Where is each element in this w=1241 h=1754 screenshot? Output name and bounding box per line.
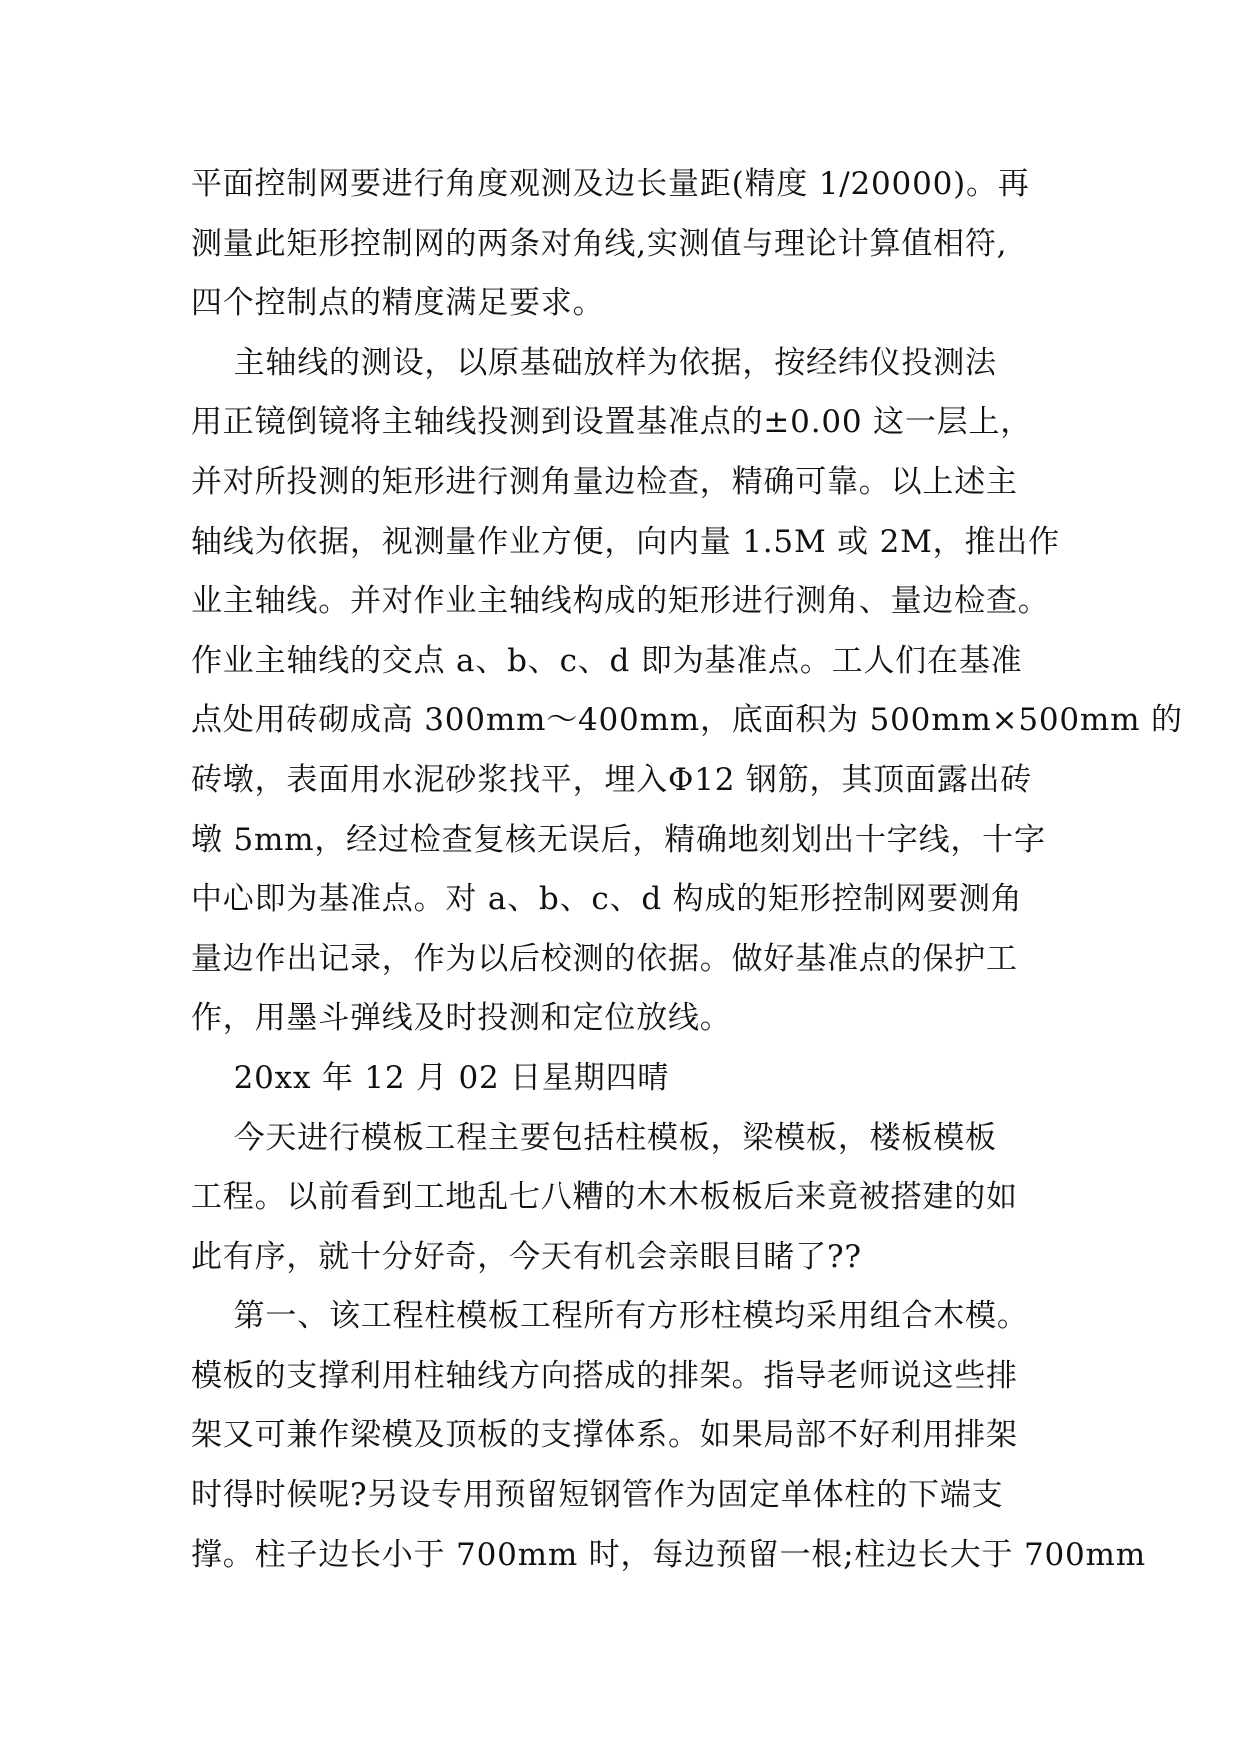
text-line: 平面控制网要进行角度观测及边长量距(精度 1/20000)。再 (191, 166, 1030, 202)
text-line: 作业主轴线的交点 a、b、c、d 即为基准点。工人们在基准 (191, 642, 1023, 679)
text-line: 20xx 年 12 月 02 日星期四晴 (191, 1059, 670, 1096)
text-line: 轴线为依据，视测量作业方便，向内量 1.5M 或 2M，推出作 (191, 523, 1060, 560)
text-line: 测量此矩形控制网的两条对角线,实测值与理论计算值相符, (191, 225, 1008, 262)
text-line: 量边作出记录，作为以后校测的依据。做好基准点的保护工 (191, 940, 1018, 977)
text-line: 第一、该工程柱模板工程所有方形柱模均采用组合木模。 (191, 1298, 1029, 1335)
text-line: 此有序，就十分好奇，今天有机会亲眼目睹了?? (191, 1238, 862, 1275)
text-line: 并对所投测的矩形进行测角量边检查，精确可靠。以上述主 (191, 463, 1018, 500)
text-line: 作，用墨斗弹线及时投测和定位放线。 (191, 1000, 732, 1037)
text-line: 架又可兼作梁模及顶板的支撑体系。如果局部不好利用排架 (191, 1417, 1018, 1454)
text-line: 模板的支撑利用柱轴线方向搭成的排架。指导老师说这些排 (191, 1357, 1018, 1394)
text-line: 中心即为基准点。对 a、b、c、d 构成的矩形控制网要测角 (191, 881, 1023, 918)
text-line: 点处用砖砌成高 300mm～400mm，底面积为 500mm×500mm 的 (191, 702, 1183, 739)
body-text (191, 155, 1183, 1585)
text-line: 墩 5mm，经过检查复核无误后，精确地刻划出十字线，十字 (191, 821, 1046, 858)
text-line: 时得时候呢?另设专用预留短钢管作为固定单体柱的下端支 (191, 1477, 1004, 1514)
text-line: 撑。柱子边长小于 700mm 时，每边预留一根;柱边长大于 700mm (191, 1536, 1146, 1573)
text-line: 用正镜倒镜将主轴线投测到设置基准点的±0.00 这一层上， (191, 404, 1033, 441)
text-line: 工程。以前看到工地乱七八糟的木木板板后来竟被搭建的如 (191, 1179, 1018, 1216)
text-line: 主轴线的测设，以原基础放样为依据，按经纬仪投测法 (191, 344, 997, 381)
text-line: 今天进行模板工程主要包括柱模板，梁模板，楼板模板 (191, 1119, 997, 1156)
text-line: 砖墩，表面用水泥砂浆找平，埋入Φ12 钢筋，其顶面露出砖 (191, 761, 1033, 798)
text-line: 业主轴线。并对作业主轴线构成的矩形进行测角、量边检查。 (191, 583, 1050, 620)
text-line: 四个控制点的精度满足要求。 (191, 285, 605, 322)
